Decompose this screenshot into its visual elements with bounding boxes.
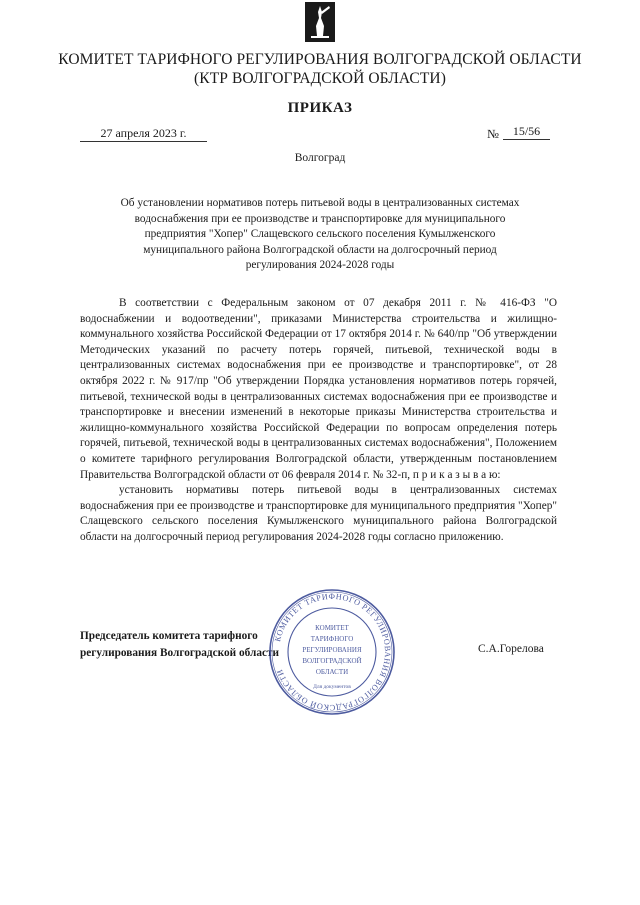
- document-city: Волгоград: [294, 152, 346, 164]
- subject-line: муниципального района Волгоградской области на долгосрочный период: [143, 243, 497, 256]
- subject-line: водоснабжения при ее производстве и транспортировке для муниципального: [134, 212, 506, 225]
- document-number: 15/56: [503, 124, 550, 140]
- number-label: №: [487, 127, 499, 141]
- stamp-bottom-text: Для документов: [313, 684, 351, 690]
- stamp-inner-line: ВОЛГОГРАДСКОЙ: [302, 657, 362, 665]
- signatory-position: [80, 628, 279, 662]
- document-title: ПРИКАЗ: [287, 100, 353, 116]
- document-subject: [82, 196, 558, 274]
- organization-short-name: (КТР ВОЛГОГРАДСКОЙ ОБЛАСТИ): [194, 70, 446, 87]
- body-paragraph-order: установить нормативы потерь питьевой воды в централизованных системах водоснабжения при ее производстве и транспортировке для муниципального предприятия "Хопер" Слащевского сельского поселения Кумылженского муниципального района Волгоградской области на долгосрочный период регулирования 2024-2028 годы согласно приложению.: [80, 484, 557, 543]
- stamp-inner-line: КОМИТЕТ: [315, 624, 349, 632]
- signatory-name: С.А.Горелова: [478, 643, 544, 655]
- stamp-outer-text: КОМИТЕТ ТАРИФНОГО РЕГУЛИРОВАНИЯ ВОЛГОГРАДСКОЙ ОБЛАСТИ: [273, 591, 393, 713]
- stamp-inner-line: ОБЛАСТИ: [315, 668, 349, 676]
- volgograd-emblem-icon: [305, 2, 335, 42]
- document-body: [80, 296, 557, 546]
- stamp-inner-line: ТАРИФНОГО: [310, 635, 354, 643]
- signatory-position-line: Председатель комитета тарифного: [80, 630, 258, 642]
- subject-line: предприятия "Хопер" Слащевского сельского поселения Кумылженского: [144, 228, 496, 240]
- organization-name: КОМИТЕТ ТАРИФНОГО РЕГУЛИРОВАНИЯ ВОЛГОГРАДСКОЙ ОБЛАСТИ: [58, 51, 582, 68]
- stamp-inner-line: РЕГУЛИРОВАНИЯ: [302, 646, 362, 654]
- body-paragraph-preamble: В соответствии с Федеральным законом от 07 декабря 2011 г. № 416-ФЗ "О водоснабжении и водоотведении", приказами Министерства строительства и жилищно-коммунального хозяйства Российской Федерации от 17 октября 2014 г. № 640/пр "Об утверждении Методических указаний по расчету потерь горячей, питьевой, технической воды в централизованных системах водоснабжения при ее производстве и транспортировке", от 28 октября 2022 г. № 917/пр "Об утверждении Порядка установления нормативов потерь горячей, питьевой, технической воды в централизованных системах водоснабжения при ее производстве и транспортировке и внесении изменений в некоторые приказы Министерства строительства и жилищно-коммунального хозяйства Российской Федерации по вопросам определения потерь горячей, питьевой, технической воды в централизованных системах водоснабжения", Положением о комитете тарифного регулирования Волгоградской области, утвержденным постановлением Правительства Волгоградской области от 06 февраля 2014 г. № 32-п, п р и к а з ы в а ю:: [80, 297, 557, 481]
- signatory-position-line: регулирования Волгоградской области: [80, 647, 280, 659]
- document-date: 27 апреля 2023 г.: [80, 126, 207, 142]
- subject-line: регулирования 2024-2028 годы: [245, 259, 395, 271]
- subject-line: Об установлении нормативов потерь питьевой воды в централизованных системах: [120, 197, 520, 209]
- official-stamp: [268, 588, 396, 716]
